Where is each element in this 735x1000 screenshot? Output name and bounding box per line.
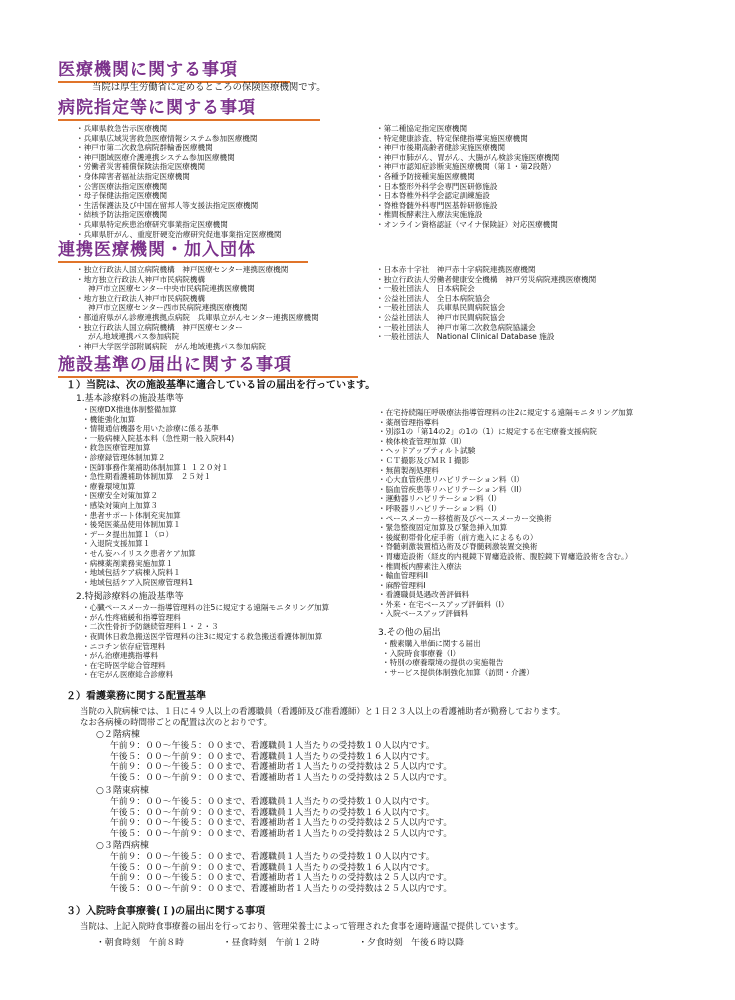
breakfast-time: ・朝食時刻 午前８時 <box>96 938 184 948</box>
designation-item: ・母子保健法指定医療機関 <box>76 191 168 201</box>
special-standard-item: ・心大血管疾患リハビリテーション料（I） <box>378 475 524 485</box>
special-standard-item: ・在宅がん医療総合診療料 <box>82 670 174 680</box>
designations-right-list <box>376 124 559 230</box>
basic-standard-item: ・医療安全対策加算２ <box>82 491 158 501</box>
partner-item: ・公益社団法人 神戸市民間病院協会 <box>376 312 506 322</box>
partners-right-list <box>376 265 596 342</box>
ward-3f-west <box>96 841 452 895</box>
basic-standard-item: ・地域包括ケア入院医療管理料1 <box>82 577 194 587</box>
special-standard-item: ・後縦靭帯骨化症手術（前方進入によるもの） <box>378 532 538 542</box>
other-items-list <box>378 639 633 677</box>
special-standard-item: ・運動器リハビリテーション料（I） <box>378 494 502 504</box>
ward-3f-east <box>96 786 452 840</box>
special-standard-item: ・入院ベースアップ評価料 <box>378 609 469 619</box>
basic-items-list <box>76 405 329 587</box>
designation-item: ・脊椎脊髄外科専門医基幹研修施設 <box>376 200 498 210</box>
partner-item: 神戸市立医療センター中央市民病院連携医療機関 <box>88 284 255 294</box>
partners-left-list <box>76 265 319 351</box>
basic-standard-item: ・療養環境加算 <box>82 481 136 491</box>
designations-left-list <box>76 124 281 239</box>
special-standard-item: ・がん性疼痛緩和指導管理料 <box>82 612 181 622</box>
special-standard-item: ・二次性骨折予防継続管理料１・２・３ <box>82 622 219 632</box>
nursing-title: ２）看護業務に関する配置基準 <box>66 691 206 702</box>
special-standard-item: ・夜間休日救急搬送医学管理料の注3に規定する救急搬送看護体制加算 <box>82 632 323 642</box>
partner-item: ・独立行政法人国立病院機構 神戸医療センター連携医療機関 <box>76 265 289 274</box>
basic-standard-item: ・病棟薬剤業務実施加算１ <box>82 558 174 568</box>
facility-right-list <box>378 408 633 619</box>
heading-medical-institution: 医療機関に関する事項 <box>58 60 238 80</box>
special-standard-item: ・ＣＴ撮影及びＭＲＩ撮影 <box>378 455 470 465</box>
partner-item: ・一般社団法人 神戸市第二次救急病院協議会 <box>376 322 536 332</box>
partner-item: ・都道府県がん診療連携拠点病院 兵庫県立がんセンター連携医療機関 <box>76 312 319 322</box>
basic-standard-item: ・後発医薬品使用体制加算１ <box>82 520 181 530</box>
special-standard-item: ・検体検査管理加算（II） <box>378 436 467 446</box>
facility-intro: １）当院は、次の施設基準に適合している旨の届出を行っています。 <box>66 380 376 391</box>
designation-item: ・日本脊椎外科学会認定訓練施設 <box>376 191 490 201</box>
partner-item: ・一般社団法人 兵庫県民間病院協会 <box>376 303 506 313</box>
special-standard-item: ・がん治療連携指導料 <box>82 651 158 661</box>
meal-p1: 当院は、上記入院時食事療養の届出を行っており、管理栄養士によって管理された食事を適時適温で提供しています。 <box>80 921 524 931</box>
ward-name: ○３階東病棟 <box>96 786 149 796</box>
staffing-line: 午前９：００～午後５：００まで、看護職員１人当たりの受持数１０人以内です。 <box>110 851 435 862</box>
designation-item: ・日本整形外科学会専門医研修施設 <box>376 181 498 191</box>
special-standard-item: ・別添1の「第14の2」の1の（1）に規定する在宅療養支援病院 <box>378 427 597 437</box>
staffing-line: 午後５：００～午前９：００まで、看護職員１人当たりの受持数１６人以内です。 <box>110 807 435 818</box>
staffing-line: 午前９：００～午後５：００まで、看護補助者１人当たりの受持数は２５人以内です。 <box>110 873 453 884</box>
staffing-line: 午後５：００～午前９：００まで、看護職員１人当たりの受持数１６人以内です。 <box>110 862 435 873</box>
basic-standard-item: ・医療DX推進体制整備加算 <box>82 405 177 414</box>
special-standard-item: ・輸血管理料II <box>378 571 429 581</box>
special-standard-item: ・麻酔管理料I <box>378 580 426 590</box>
basic-standard-item: ・急性期看護補助体制加算 ２５対１ <box>82 472 212 482</box>
ward-2f <box>96 730 452 784</box>
designation-item: ・特定健康診査、特定保健指導実施医療機関 <box>376 133 528 143</box>
special-standard-item: ・ヘッドアップティルト試験 <box>378 446 476 456</box>
basic-standard-item: ・一般病棟入院基本料（急性期一般入院料4) <box>82 433 235 443</box>
designation-item: ・兵庫県救急告示医療機関 <box>76 124 168 133</box>
special-standard-item: ・看護職員処遇改善評価料 <box>378 590 470 600</box>
designation-item: ・第二種協定指定医療機関 <box>376 124 468 133</box>
partner-item: ・一般社団法人 National Clinical Database 施設 <box>376 332 555 342</box>
ward-name: ○２階病棟 <box>96 730 140 740</box>
staffing-line: 午前９：００～午後５：００まで、看護補助者１人当たりの受持数は２５人以内です。 <box>110 762 453 773</box>
designation-item: ・結核予防法指定医療機関 <box>76 210 168 220</box>
designation-item: ・労働者災害補償保険法指定医療機関 <box>76 162 206 172</box>
designation-item: ・神戸圏域医療介護連携システム参加医療機関 <box>76 152 235 162</box>
basic-section <box>76 393 329 680</box>
staffing-line: 午後５：００～午前９：００まで、看護補助者１人当たりの受持数は２５人以内です。 <box>110 829 453 840</box>
staffing-line: 午前９：００～午後５：００まで、看護職員１人当たりの受持数１０人以内です。 <box>110 796 435 807</box>
staffing-line: 午前９：００～午後５：００まで、看護職員１人当たりの受持数１０人以内です。 <box>110 740 435 751</box>
heading-designations: 病院指定等に関する事項 <box>58 98 256 118</box>
heading-facility-standards: 施設基準の届出に関する事項 <box>58 355 292 375</box>
meal-title: ３）入院時食事療養(Ｉ)の届出に関する事項 <box>66 906 266 917</box>
nursing-p2: なお各病棟の時間帯ごとの配置は次のとおりです。 <box>80 717 272 727</box>
designation-item: ・兵庫県広域災害救急医療情報システム参加医療機関 <box>76 133 258 143</box>
special-title: 2.特掲診療料の施設基準等 <box>76 592 184 603</box>
special-standard-item: ・ニコチン依存症管理料 <box>82 641 166 651</box>
designation-item: ・椎間板酵素注入療法実施施設 <box>376 210 483 220</box>
insurance-note: 当院は厚生労働省に定めるところの保険医療機関です。 <box>92 82 326 93</box>
partner-item: ・独立行政法人国立病院機構 神戸医療センター <box>76 322 243 332</box>
staffing-line: 午後５：００～午前９：００まで、看護職員１人当たりの受持数１６人以内です。 <box>110 751 435 762</box>
basic-standard-item: ・医師事務作業補助体制加算１ １２０対１ <box>82 462 229 472</box>
designation-item: ・公害医療法指定医療機関 <box>76 181 168 191</box>
other-title: 3.その他の届出 <box>378 628 441 639</box>
nursing-p1: 当院の入院病棟では、１日に４９人以上の看護職員（看護師及び准看護師）と１日２３人以上の看護補助者が勤務しております。 <box>80 706 566 716</box>
special-standard-item: ・無菌製剤処理料 <box>378 465 439 475</box>
special-items-list <box>76 603 329 680</box>
heading-partners: 連携医療機関・加入団体 <box>58 240 256 260</box>
designation-item: ・兵庫県特定疾患治療研究事業指定医療機関 <box>76 219 228 229</box>
dinner-time: ・夕食時刻 午後６時以降 <box>358 938 464 948</box>
staffing-line: 午後５：００～午前９：００まで、看護補助者１人当たりの受持数は２５人以内です。 <box>110 884 453 895</box>
basic-title: 1.基本診療料の施設基準等 <box>76 394 184 404</box>
partner-item: ・公益社団法人 全日本病院協会 <box>376 293 490 303</box>
special-standard-item: ・脊髄刺激装置植込術及び脊髄刺激装置交換術 <box>378 542 538 552</box>
designation-item: ・オンライン資格認証（マイナ保険証）対応医療機関 <box>376 219 558 229</box>
designation-item: ・各種予防接種実施医療機関 <box>376 171 475 181</box>
basic-standard-item: ・入退院支援加算１ <box>82 539 151 549</box>
special-standard-item: ・脳血管疾患等リハビリテーション料（II） <box>378 484 527 494</box>
basic-standard-item: ・感染対策向上加算３ <box>82 500 158 510</box>
basic-standard-item: ・診療録管理体制加算２ <box>82 452 166 462</box>
special-standard-item: ・緊急整復固定加算及び緊急挿入加算 <box>378 523 508 533</box>
basic-standard-item: ・機能強化加算 <box>82 414 136 424</box>
other-filing-item: ・サービス提供体制強化加算（訪問・介護） <box>382 667 534 677</box>
partner-item: ・独立行政法人労働者健康安全機構 神戸労災病院連携医療機関 <box>376 274 597 284</box>
special-standard-item: ・薬剤管理指導料 <box>378 417 439 427</box>
basic-standard-item: ・地域包括ケア病棟入院料１ <box>82 568 181 578</box>
special-standard-item: ・外来・在宅ベースアップ評価料（I） <box>378 599 509 609</box>
designation-item: ・神戸市肺がん、胃がん、大腸がん検診実施医療機関 <box>376 152 560 162</box>
partner-item: ・地方独立行政法人神戸市民病院機構 <box>76 274 206 284</box>
designation-item: ・神戸市後期高齢者健診実施医療機関 <box>376 143 506 153</box>
special-standard-item: ・在宅持続陽圧呼吸療法指導管理料の注2に規定する遠隔モニタリング加算 <box>378 408 634 417</box>
meal-times <box>96 935 500 948</box>
staffing-line: 午後５：００～午前９：００まで、看護補助者１人当たりの受持数は２５人以内です。 <box>110 773 453 784</box>
partner-item: ・神戸大学医学部附属病院 がん地域連携パス参加病院 <box>76 341 266 351</box>
partner-item: がん地域連携パス参加病院 <box>88 332 180 342</box>
special-standard-item: ・在宅時医学総合管理料 <box>82 660 166 670</box>
designation-item: ・身体障害者福祉法指定医療機関 <box>76 171 190 181</box>
partner-item: ・日本赤十字社 神戸赤十字病院連携医療機関 <box>376 265 536 274</box>
staffing-line: 午前９：００～午後５：００まで、看護補助者１人当たりの受持数は２５人以内です。 <box>110 818 453 829</box>
basic-standard-item: ・情報通信機器を用いた診療に係る基準 <box>82 424 219 434</box>
designation-item: ・神戸市認知症診断実施医療機関（第１・第2段階） <box>376 162 556 172</box>
ward-name: ○３階西病棟 <box>96 841 149 851</box>
partner-item: ・一般社団法人 日本病院会 <box>376 284 475 294</box>
basic-standard-item: ・患者サポート体制充実加算 <box>82 510 181 520</box>
designation-item: ・兵庫県肝がん、重度肝硬変治療研究促進事業指定医療機関 <box>76 229 282 239</box>
special-standard-item: ・ペースメーカー移植術及びペースメーカー交換術 <box>378 513 552 523</box>
basic-standard-item: ・せん妄ハイリスク患者ケア加算 <box>82 548 196 558</box>
special-standard-item: ・椎間板内酵素注入療法 <box>378 561 462 571</box>
basic-standard-item: ・救急医療管理加算 <box>82 443 151 453</box>
designation-item: ・生活保護法及び中国在留邦人等支援法指定医療機関 <box>76 200 259 210</box>
designation-item: ・神戸市第二次救急病院群輪番医療機関 <box>76 143 213 153</box>
partner-item: 神戸市立医療センター西市民病院連携医療機関 <box>88 303 248 313</box>
partner-item: ・地方独立行政法人神戸市民病院機構 <box>76 293 206 303</box>
special-standard-item: ・心臓ペースメーカー指導管理料の注5に規定する遠隔モニタリング加算 <box>82 603 330 613</box>
other-filing-item: ・特別の療養環境の提供の実施報告 <box>382 658 504 668</box>
other-filing-item: ・入院時食事療養（I） <box>382 648 461 658</box>
other-filing-item: ・酸素購入単価に関する届出 <box>382 639 481 649</box>
basic-standard-item: ・データ提出加算１（ロ） <box>82 529 174 539</box>
special-standard-item: ・胃瘻造設術（経皮的内視鏡下胃瘻造設術、腹腔鏡下胃瘻造設術を含む。） <box>378 551 633 561</box>
facility-right-section <box>378 408 633 677</box>
special-standard-item: ・呼吸器リハビリテーション料（I） <box>378 503 502 513</box>
lunch-time: ・昼食時刻 午前１２時 <box>222 938 320 948</box>
